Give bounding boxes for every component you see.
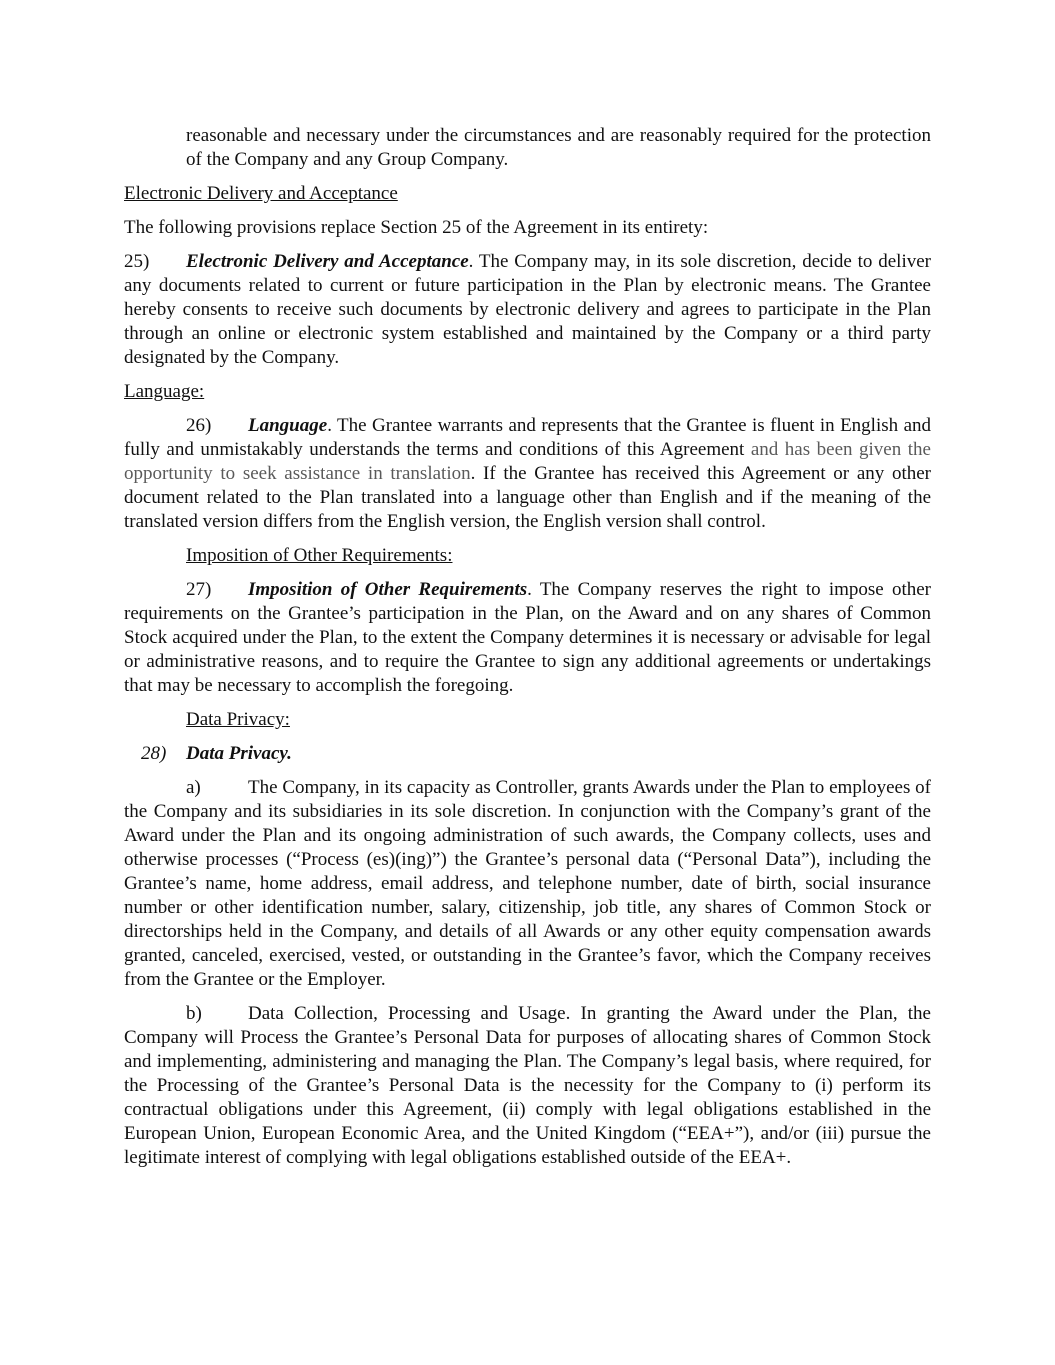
section-28-b-body: Data Collection, Processing and Usage. In granting the Award under the Plan, the Company will Process the Grantee’s Personal Data for purposes of allocating shares of Common Stock and implementing, administering and managing the Plan. The Company’s legal basis, where required, for the Processing of the Grantee’s Personal Data is the necessity for the Company to (i) perform its contractual obligations under this Agreement, (ii) comply with legal obligations established in the European Union, European Economic Area, and the United Kingdom (“EEA+”), and/or (iii) pursue the legitimate interest of complying with legal obligations established outside of the EEA+. [124, 1003, 931, 1168]
section-28-a-number: a) [186, 777, 201, 798]
section-28-number: 28) [141, 743, 167, 764]
section-28-b-number: b) [186, 1003, 202, 1024]
section-28-heading [124, 708, 931, 732]
section-26-body-a: . The Grantee warrants and represents that the Grantee is fluent in English and fully and unmistakably understands the terms and conditions of this Agreement [124, 415, 931, 460]
section-26-paragraph [124, 414, 931, 534]
section-26-number: 26) [186, 415, 212, 436]
section-27-heading-text: Imposition of Other Requirements: [186, 545, 453, 566]
section-25-intro: The following provisions replace Section 25 of the Agreement in its entirety: [124, 217, 709, 238]
section-27-number: 27) [186, 579, 212, 600]
section-27-body: . The Company reserves the right to impose other requirements on the Grantee’s participation in the Plan, on the Award and on any shares of Common Stock acquired under the Plan, to the extent the Company determines it is necessary or advisable for legal or administrative reasons, and to require the Grantee to sign any additional agreements or undertakings that may be necessary to accomplish the foregoing. [124, 579, 932, 696]
section-27-title: Imposition of Other Requirements [248, 579, 528, 600]
section-27-paragraph [124, 578, 931, 698]
section-28-a-body: The Company, in its capacity as Controller, grants Awards under the Plan to employees of the Company and its subsidiaries in its sole discretion. In conjunction with the Company’s grant of the Award under the Plan and its ongoing administration of such awards, the Company collects, uses and otherwise processes (“Process (es)(ing)”) the Grantee’s personal data (“Personal Data”), including the Grantee’s name, home address, email address, and telephone number, date of birth, social insurance number or other identification number, salary, citizenship, job title, any shares of Common Stock or directorships held in the Company, and details of all Awards or any other equity compensation awards granted, canceled, exercised, vested, or outstanding in the Grantee’s favor, which the Company receives from the Grantee or the Employer. [124, 777, 931, 990]
section-25-title: Electronic Delivery and Acceptance [186, 251, 469, 272]
section-26-title: Language [248, 415, 328, 436]
section-25-paragraph [124, 250, 931, 370]
section-26-heading [124, 380, 931, 404]
section-28-a-paragraph [124, 776, 931, 992]
section-28-title-line [124, 742, 931, 766]
section-28-title: Data Privacy. [186, 743, 292, 764]
section-26-body-faded: and has been given the opportunity to seek assistance in translation [124, 439, 931, 484]
section-26-body-b: . If the Grantee has received this Agreement or any other document related to the Plan translated into a language other than English and if the meaning of the translated version differs from the English version, the English version shall control. [124, 463, 931, 532]
section-26-heading-text: Language: [124, 381, 205, 402]
section-25-heading [124, 182, 931, 206]
section-25-heading-text: Electronic Delivery and Acceptance [124, 183, 398, 204]
section-28-b-paragraph [124, 1002, 931, 1170]
section-27-heading [124, 544, 931, 568]
continuation-paragraph: reasonable and necessary under the circumstances and are reasonably required for the protection of the Company and any Group Company. [186, 125, 931, 170]
section-25-body: . The Company may, in its sole discretion, decide to deliver any documents related to current or future participation in the Plan by electronic means. The Grantee hereby consents to receive such documents by electronic delivery and agrees to participate in the Plan through an online or electronic system established and maintained by the Company or a third party designated by the Company. [124, 251, 931, 368]
section-28-heading-text: Data Privacy: [186, 709, 290, 730]
document-page [124, 124, 931, 1180]
section-25-number: 25) [124, 251, 150, 272]
